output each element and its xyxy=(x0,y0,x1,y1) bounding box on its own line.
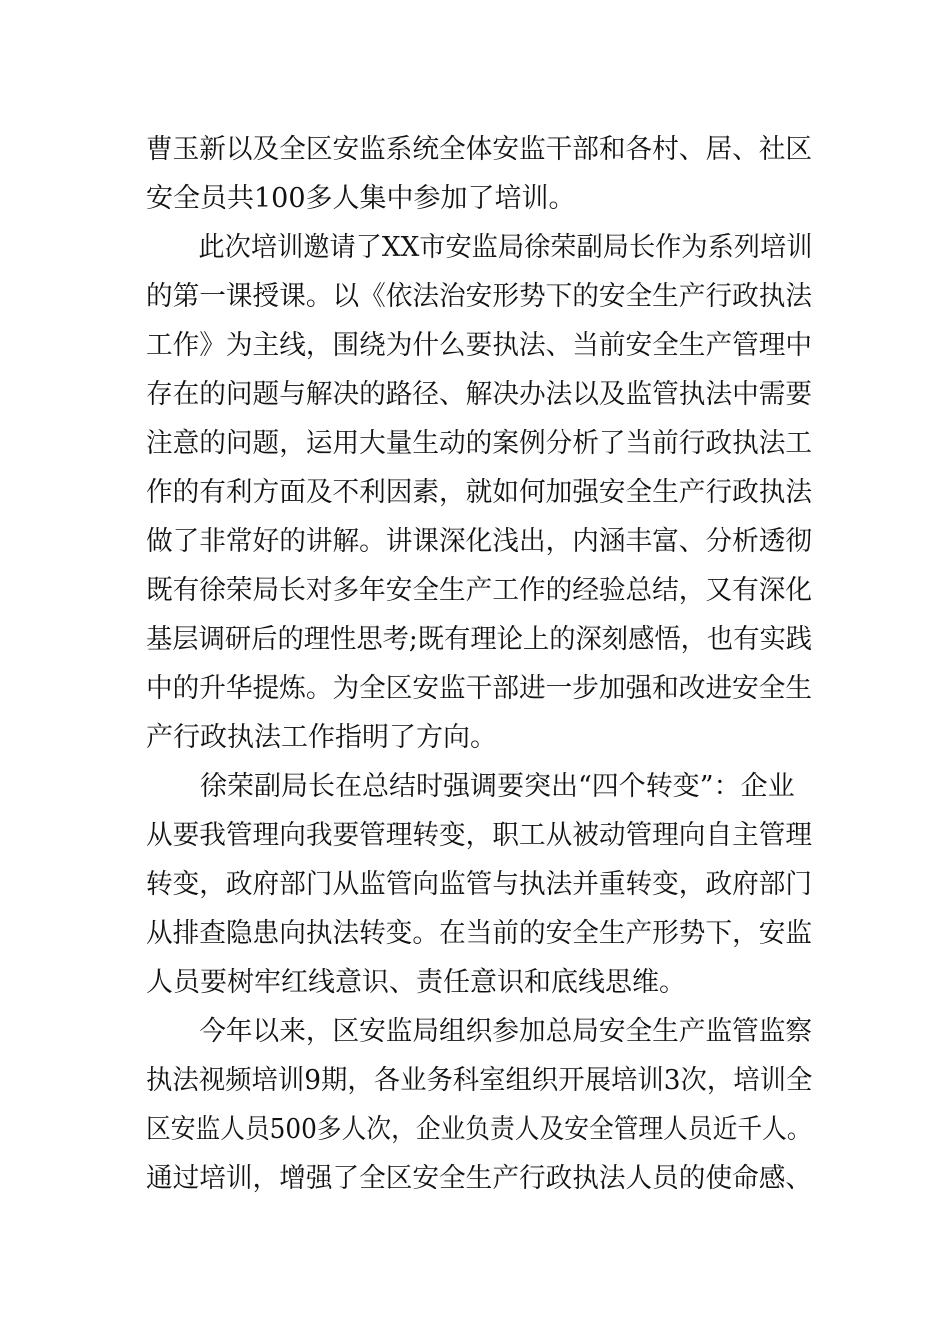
text-line: 注意的问题，运用大量生动的案例分析了当前行政执法工 xyxy=(146,428,812,459)
text-line: 存在的问题与解决的路径、解决办法以及监管执法中需要 xyxy=(146,379,812,410)
text-line: 从排查隐患向执法转变。在当前的安全生产形势下，安监 xyxy=(146,918,812,949)
text-line: 人员要树牢红线意识、责任意识和底线思维。 xyxy=(146,967,686,998)
text-line: 中的升华提炼。为全区安监干部进一步加强和改进安全生 xyxy=(146,673,812,704)
text-line: 既有徐荣局长对多年安全生产工作的经验总结，又有深化 xyxy=(146,575,812,606)
text-line: 区安监人员500多人次，企业负责人及安全管理人员近千人。 xyxy=(146,1114,812,1145)
text-line: 安全员共100多人集中参加了培训。 xyxy=(146,183,576,214)
text-line: 工作》为主线，围绕为什么要执法、当前安全生产管理中 xyxy=(146,330,812,361)
text-line: 此次培训邀请了XX市安监局徐荣副局长作为系列培训 xyxy=(146,232,813,263)
text-line: 作的有利方面及不利因素，就如何加强安全生产行政执法 xyxy=(146,477,812,508)
text-line: 今年以来，区安监局组织参加总局安全生产监管监察 xyxy=(146,1016,812,1047)
text-line: 产行政执法工作指明了方向。 xyxy=(146,722,497,753)
text-line: 的第一课授课。以《依法治安形势下的安全生产行政执法 xyxy=(146,281,812,312)
text-line: 徐荣副局长在总结时强调要突出“四个转变”：企业 xyxy=(146,771,795,802)
text-line: 从要我管理向我要管理转变，职工从被动管理向自主管理 xyxy=(146,820,812,851)
text-line: 转变，政府部门从监管向监管与执法并重转变，政府部门 xyxy=(146,869,812,900)
text-line: 执法视频培训9期，各业务科室组织开展培训3次，培训全 xyxy=(146,1065,813,1096)
text-line: 曹玉新以及全区安监系统全体安监干部和各村、居、社区 xyxy=(146,134,812,165)
text-line: 基层调研后的理性思考;既有理论上的深刻感悟，也有实践 xyxy=(146,624,813,655)
text-line: 通过培训，增强了全区安全生产行政执法人员的使命感、 xyxy=(146,1163,812,1194)
text-line: 做了非常好的讲解。讲课深化浅出，内涵丰富、分析透彻 xyxy=(146,526,812,557)
